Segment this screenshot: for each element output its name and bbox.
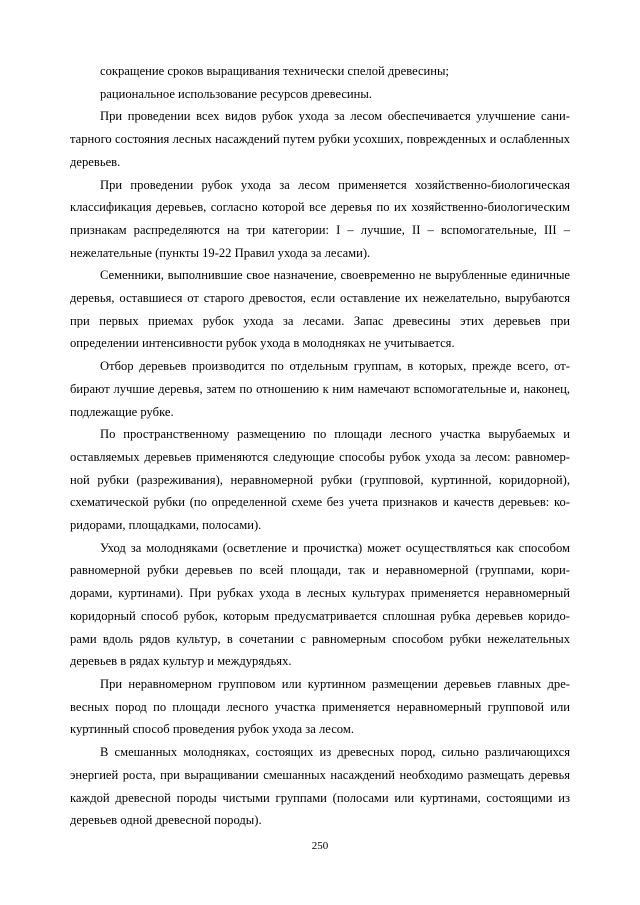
paragraph: В смешанных молодняках, состоящих из древесных пород, сильно различающихся энергией роста, при выращивании смешанных насаждений необходимо размещать деревья каждой древесной породы чистыми группами (полосами или куртинами, состоящими из деревьев одной древесной породы). xyxy=(70,745,570,828)
body-text xyxy=(70,60,570,832)
paragraph: При неравномерном групповом или куртинном размещении деревьев главных древесных пород по площади лесного участка применяется неравномерный групповой или куртинный способ проведения рубок ухода за лесом. xyxy=(70,676,570,737)
paragraph: Отбор деревьев производится по отдельным группам, в которых, прежде всего, отбирают лучшие деревья, затем по отношению к ним намечают вспомогательные и, наконец, подлежащие рубке. xyxy=(70,359,570,419)
paragraph: При проведении всех видов рубок ухода за лесом обеспечивается улучшение санитарного состояния лесных насаждений путем рубки усохших, поврежденных и ослабленных деревьев. xyxy=(70,109,570,169)
page-number: 250 xyxy=(311,840,329,852)
paragraph: Уход за молодняками (осветление и прочистка) может осуществляться как способом равномерной рубки деревьев по всей площади, так и неравномерной (группами, коридорами, куртинами). При рубках ухода в лесных культурах применяется неравномерный коридорный способ рубок, которым предусматривается сплошная рубка деревьев коридорами вдоль рядов культур, в сочетании с равномерным способом рубки нежелательных деревьев в рядах культур и междурядьях. xyxy=(70,540,570,669)
paragraph: При проведении рубок ухода за лесом применяется хозяйственно-биологическая классификация деревьев, согласно которой все деревья по их хозяйственно-биологическим признакам распределяются на три категории: I – лучшие, II – вспомогательные, III – нежелательные (пункты 19-22 Правил ухода за лесами). xyxy=(70,177,570,260)
paragraph: По пространственному размещению по площади лесного участка вырубаемых и оставляемых деревьев применяются следующие способы рубок ухода за лесом: равномерной рубки (разреживания), неравномерной рубки (групповой, куртинной, коридорной), схематической рубки (по определенной схеме без учета признаков и качеств деревьев: коридорами, площадками, полосами). xyxy=(70,427,570,533)
paragraph: сокращение сроков выращивания технически спелой древесины; xyxy=(100,64,449,78)
paragraph: Семенники, выполнившие свое назначение, своевременно не вырубленные единичные деревья, оставшиеся от старого древостоя, если оставление их нежелательно, вырубаются при первых приемах рубок ухода за лесами. Запас древесины этих деревьев при определении интенсивности рубок ухода в молодняках не учитывается. xyxy=(70,268,570,351)
paragraph: рациональное использование ресурсов древесины. xyxy=(100,86,373,101)
